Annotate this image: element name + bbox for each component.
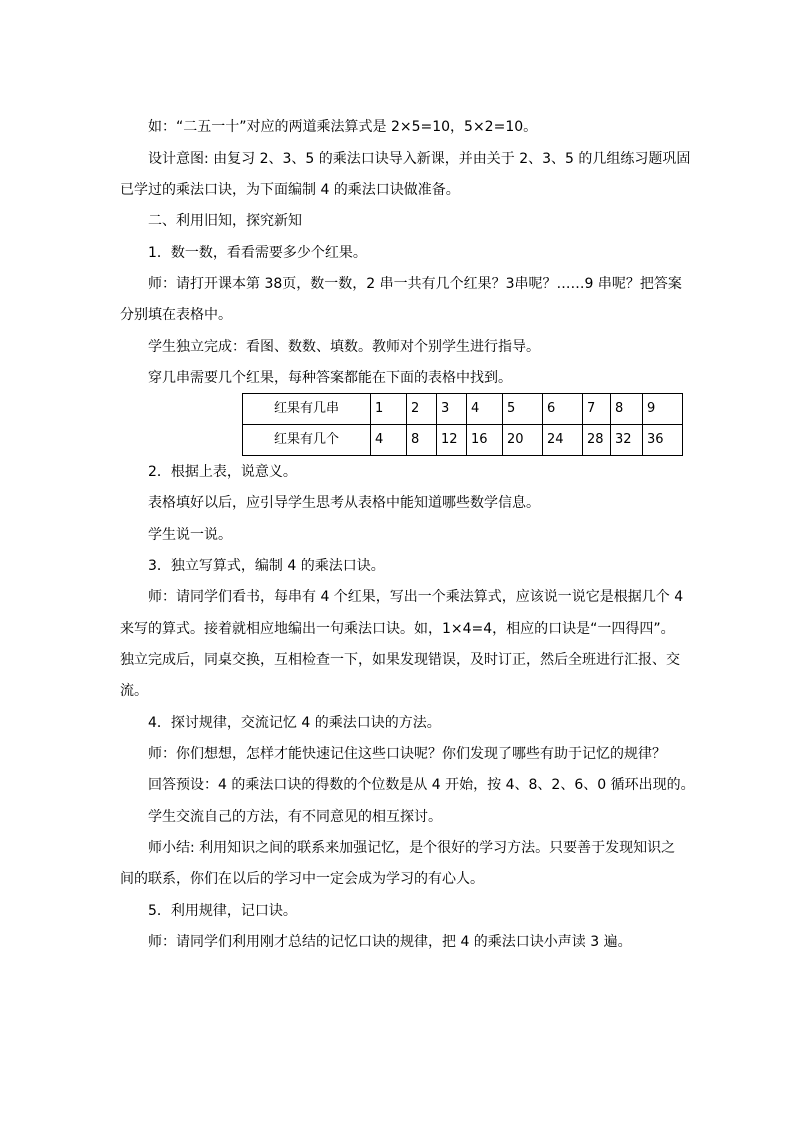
table-cell: 1 — [371, 394, 407, 425]
table-row — [243, 394, 683, 425]
row-label-strings: 红果有几串 — [243, 394, 371, 425]
text-line: 回答预设：4 的乘法口诀的得数的个位数是从 4 开始，按 4、8、2、6、0 循环出现的。 — [148, 777, 695, 793]
text-line: 师：你们想想，怎样才能快速记住这些口诀呢？你们发现了哪些有助于记忆的规律？ — [148, 746, 666, 762]
section-heading: 二、利用旧知，探究新知 — [148, 213, 302, 229]
text-line: 已学过的乘法口诀，为下面编制 4 的乘法口诀做准备。 — [120, 182, 460, 198]
row-label-fruits: 红果有几个 — [243, 425, 371, 456]
table-cell: 5 — [503, 394, 543, 425]
text-line: 穿几串需要几个红果，每种答案都能在下面的表格中找到。 — [148, 370, 512, 386]
step-heading: 2．根据上表，说意义。 — [148, 464, 297, 480]
table-row — [243, 425, 683, 456]
text-line: 间的联系，你们在以后的学习中一定会成为学习的有心人。 — [120, 871, 484, 887]
step-heading: 5．利用规律，记口诀。 — [148, 903, 297, 919]
text-line: 师：请打开课本第 38页，数一数，2 串一共有几个红果？3串呢？……9 串呢？把答案 — [148, 276, 682, 292]
text-line: 学生说一说。 — [148, 527, 232, 543]
text-line: 分别填在表格中。 — [120, 307, 232, 323]
table-cell: 12 — [437, 425, 467, 456]
table-cell: 32 — [611, 425, 643, 456]
table-cell: 24 — [543, 425, 583, 456]
step-heading: 3．独立写算式，编制 4 的乘法口诀。 — [148, 558, 385, 574]
text-line: 师：请同学们利用刚才总结的记忆口诀的规律，把 4 的乘法口诀小声读 3 遍。 — [148, 934, 632, 950]
table-cell: 7 — [583, 394, 611, 425]
text-line: 师：请同学们看书，每串有 4 个红果，写出一个乘法算式，应该说一说它是根据几个 4 — [148, 589, 684, 605]
table-cell: 8 — [611, 394, 643, 425]
red-fruit-table — [242, 393, 683, 456]
text-line: 如：“二五一十”对应的两道乘法算式是 2×5=10，5×2=10。 — [148, 119, 538, 135]
text-line: 独立完成后，同桌交换，互相检查一下，如果发现错误，及时订正，然后全班进行汇报、交 — [120, 652, 680, 668]
table-cell: 36 — [643, 425, 683, 456]
text-line: 学生独立完成：看图、数数、填数。教师对个别学生进行指导。 — [148, 339, 540, 355]
text-line: 表格填好以后，应引导学生思考从表格中能知道哪些数学信息。 — [148, 495, 540, 511]
table-cell: 6 — [543, 394, 583, 425]
step-heading: 4．探讨规律，交流记忆 4 的乘法口诀的方法。 — [148, 715, 441, 731]
text-line: 学生交流自己的方法，有不同意见的相互探讨。 — [148, 809, 442, 825]
table-cell: 4 — [467, 394, 503, 425]
table-cell: 4 — [371, 425, 407, 456]
table-cell: 20 — [503, 425, 543, 456]
step-heading: 1．数一数，看看需要多少个红果。 — [148, 245, 367, 261]
table-cell: 3 — [437, 394, 467, 425]
text-line: 流。 — [120, 683, 148, 699]
table-cell: 28 — [583, 425, 611, 456]
table-cell: 2 — [407, 394, 437, 425]
text-line: 来写的算式。接着就相应地编出一句乘法口诀。如，1×4=4，相应的口诀是“一四得四”。 — [120, 621, 675, 637]
text-line: 师小结: 利用知识之间的联系来加强记忆，是个很好的学习方法。只要善于发现知识之 — [148, 840, 676, 856]
table-cell: 16 — [467, 425, 503, 456]
text-line: 设计意图: 由复习 2、3、5 的乘法口诀导入新课，并由关于 2、3、5 的几组练习题巩固 — [148, 151, 691, 167]
table-cell: 9 — [643, 394, 683, 425]
table-cell: 8 — [407, 425, 437, 456]
